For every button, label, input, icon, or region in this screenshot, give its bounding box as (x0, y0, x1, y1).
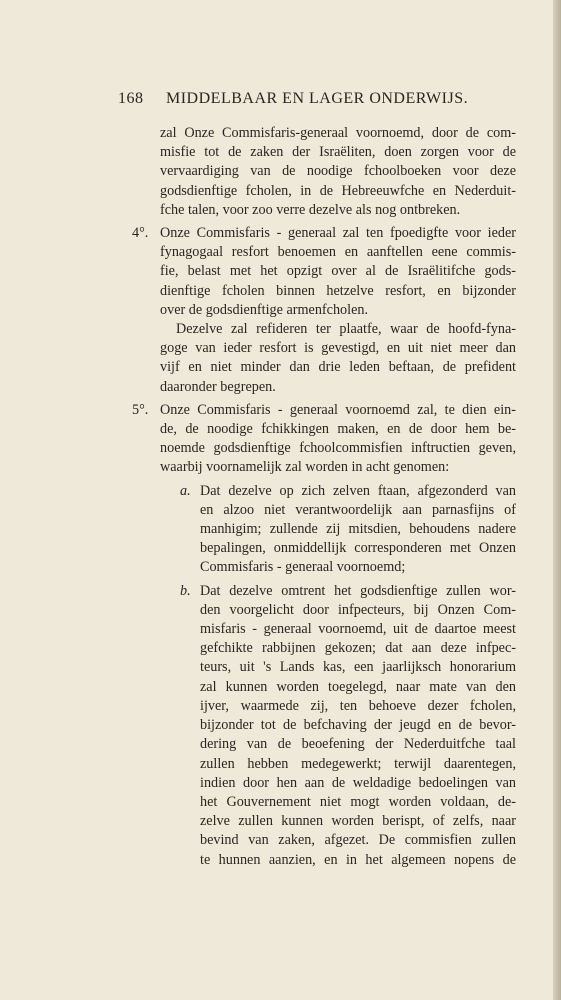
text-line: misfie tot de zaken der Israëliten, doen zorgen voor de (160, 144, 516, 161)
text-line: de, de noodige fchikkingen maken, en de door hem be- (160, 421, 516, 438)
text-line: 5°. Onze Commisfaris - generaal voornoemd zal, te dien ein- (160, 401, 516, 420)
text-line: manhigim; zullende zij mitsdien, behoudens nadere (200, 521, 516, 538)
sub-item-a (180, 482, 516, 578)
sub-item-b (180, 582, 516, 870)
text-line: goge van ieder resfort is gevestigd, en uit niet meer dan (160, 340, 516, 357)
text-line: over de godsdienftige armenfcholen. (160, 301, 369, 318)
text-line: waarbij voornamelijk zal worden in acht genomen: (160, 459, 450, 476)
text-line: dering van de beoefening der Nederduitfche taal (200, 736, 516, 753)
text-line: fie, belast met het opzigt over al de Israëlitifche gods- (160, 263, 516, 280)
text-line: te hunnen aanzien, en in het algemeen nopens de (200, 851, 516, 868)
text-line: dienftige fcholen binnen hetzelve resfort, en bijzonder (160, 282, 516, 299)
text-line: a. Dat dezelve op zich zelven ftaan, afgezonderd van (200, 482, 516, 501)
text-line: Commisfaris - generaal voornoemd; (200, 559, 406, 576)
text-line: Dezelve zal refideren ter plaatfe, waar de hoofd-fyna- (176, 321, 516, 338)
text-line: vijf en niet minder dan drie leden beftaan, de prefident (160, 359, 516, 376)
page-spine-edge (553, 0, 561, 1000)
text-line: fche talen, voor zoo verre dezelve als nog ontbreken. (160, 201, 461, 218)
text-line: het Gouvernement niet mogt worden voldaan, de- (200, 793, 516, 810)
text-line: teurs, uit 's Lands kas, een jaarlijksch honorarium (200, 659, 516, 676)
text-line: fynagogaal resfort benoemen en aanftellen eene commis- (160, 244, 516, 261)
running-title: MIDDELBAAR EN LAGER ONDERWIJS. (166, 90, 469, 107)
sub-item-mark: a. (180, 482, 191, 499)
text-line: zelve zullen kunnen worden berispt, of zelfs, naar (200, 813, 516, 830)
text-line: daaronder begrepen. (160, 378, 276, 395)
text-line: 4°. Onze Commisfaris - generaal zal ten fpoedigfte voor ieder (160, 224, 516, 243)
text-line: vervaardiging van de noodige fchoolboeken voor deze (160, 163, 516, 180)
text-line: misfaris - generaal voornoemd, uit de daartoe meest (200, 621, 516, 638)
text-line: godsdienftige fcholen, in de Hebreeuwfche en Nederduit- (160, 182, 516, 199)
text-line: bevind van zaken, afgezet. De commisfien zullen (200, 832, 516, 849)
text-line: indien door hen aan de weldadige bedoelingen van (200, 774, 516, 791)
text-line: b. Dat dezelve omtrent het godsdienftige zullen wor- (200, 582, 516, 601)
text-line: bijzonder tot de befchaving der jeugd en de bevor- (200, 717, 516, 734)
intro-paragraph (160, 124, 516, 220)
text-line: ijver, waarmede zij, ten behoeve dezer fcholen, (200, 697, 516, 714)
article-number: 5°. (132, 401, 149, 418)
body-text (132, 124, 516, 870)
article-4 (132, 224, 516, 397)
text-line: zal Onze Commisfaris-generaal voornoemd, door de com- (160, 125, 516, 141)
text-line: den voorgelicht door infpecteurs, bij Onzen Com- (200, 601, 516, 618)
text-line: noemde godsdienftige fchoolcommisfien inftructien geven, (160, 440, 516, 457)
sub-item-mark: b. (180, 582, 191, 599)
text-line: zullen hebben medegewerkt; terwijl daarentegen, (200, 755, 516, 772)
page-number: 168 (118, 90, 144, 107)
text-line: en alzoo niet verantwoordelijk aan parnasfijns of (200, 501, 516, 518)
article-number: 4°. (132, 225, 149, 242)
text-line: zal kunnen worden toegelegd, naar mate van den (200, 678, 516, 695)
article-5 (132, 401, 516, 478)
text-line: bepalingen, onmiddellijk corresponderen met Onzen (200, 540, 516, 557)
text-line: gefchikte rabbijnen gekozen; dat aan deze infpec- (200, 640, 516, 657)
